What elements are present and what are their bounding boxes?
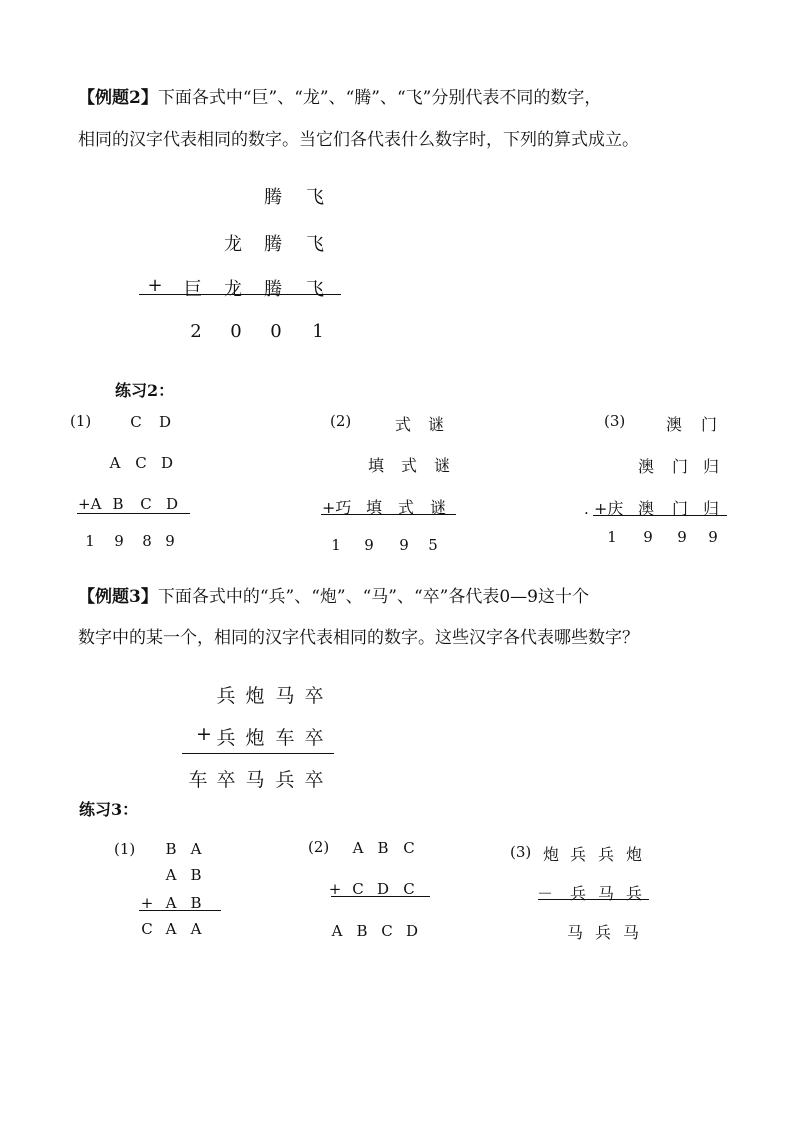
letter: C: [381, 922, 393, 940]
puzzle-char: 兵: [216, 685, 236, 707]
letter: B: [165, 840, 177, 858]
example3-sum-line: [182, 753, 334, 754]
practice2-3-label: (3): [604, 412, 626, 430]
letter: D: [160, 454, 174, 472]
result-digit: 9: [114, 532, 124, 550]
result-digit: 9: [399, 536, 409, 554]
letter: C: [140, 495, 152, 513]
puzzle-char: +庆: [594, 499, 624, 518]
letter: D: [158, 413, 172, 431]
puzzle-char: 式: [394, 415, 411, 434]
result-digit: 9: [677, 528, 687, 546]
example2-text-1: 下面各式中“巨”、“龙”、“腾”、“飞”分别代表不同的数字，: [157, 88, 602, 108]
minus-sign: －: [536, 884, 553, 903]
result-digit: 5: [428, 536, 438, 554]
plus-sign: +: [147, 275, 163, 296]
plus-sign: +: [328, 880, 342, 898]
practice2-title: 练习2：: [115, 381, 175, 400]
letter: B: [377, 839, 389, 857]
letter: A: [165, 894, 177, 912]
puzzle-char: 马: [566, 923, 583, 942]
example3-text-1: 下面各式中的“兵”、“炮”、“马”、“卒”各代表0—9这十个: [157, 587, 590, 607]
digit-char: 飞: [306, 279, 324, 300]
letter: C: [135, 454, 147, 472]
puzzle-char: 兵: [569, 845, 586, 864]
puzzle-char: 马: [622, 923, 639, 942]
practice2-1-line: [77, 513, 190, 514]
example3-heading: 【例题3】: [78, 587, 158, 607]
result-char: 卒: [216, 769, 236, 791]
result-digit: 9: [708, 528, 718, 546]
letter: A: [109, 454, 121, 472]
letter: +A: [78, 495, 102, 513]
letter: C: [352, 880, 364, 898]
puzzle-char: 填: [365, 498, 382, 517]
puzzle-char: 门: [700, 415, 717, 434]
letter: C: [130, 413, 142, 431]
letter: C: [141, 920, 153, 938]
letter: A: [165, 866, 177, 884]
puzzle-char: 门: [671, 499, 688, 518]
puzzle-char: 式: [400, 456, 417, 475]
result-digit: 1: [85, 532, 95, 550]
puzzle-char: 炮: [542, 845, 559, 864]
puzzle-char: 卒: [304, 727, 324, 749]
result-digit: 0: [230, 321, 242, 342]
letter: A: [331, 922, 343, 940]
practice3-title: 练习3：: [79, 800, 139, 819]
puzzle-char: 澳: [665, 415, 682, 434]
result-char: 卒: [304, 769, 324, 791]
puzzle-char: +巧: [322, 498, 352, 517]
plus-sign: +: [196, 723, 212, 745]
result-digit: 0: [270, 321, 282, 342]
puzzle-char: 炮: [625, 845, 642, 864]
digit-char: 巨: [184, 279, 202, 300]
letter: C: [403, 880, 415, 898]
practice3-1-line: [139, 910, 221, 911]
puzzle-char: 兵: [569, 884, 586, 903]
puzzle-char: 马: [275, 685, 295, 707]
letter: A: [190, 920, 202, 938]
result-char: 车: [188, 769, 208, 791]
practice2-1-label: (1): [70, 412, 92, 430]
stray-dot: .: [584, 500, 589, 518]
example3-line1: [78, 587, 589, 607]
letter: B: [190, 866, 202, 884]
example3-line2: 数字中的某一个，相同的汉字代表相同的数字。这些汉字各代表哪些数字？: [78, 628, 639, 648]
puzzle-char: 兵: [625, 884, 642, 903]
result-digit: 8: [142, 532, 152, 550]
puzzle-char: 谜: [427, 415, 444, 434]
practice2-2-line: [321, 514, 456, 515]
digit-char: 腾: [264, 234, 282, 255]
digit-char: 腾: [264, 279, 282, 300]
practice2-2-label: (2): [330, 412, 352, 430]
digit-char: 飞: [306, 187, 324, 208]
practice3-3-label: (3): [510, 843, 532, 861]
result-digit: 1: [331, 536, 341, 554]
example2-line2: 相同的汉字代表相同的数字。当它们各代表什么数字时，下列的算式成立。: [78, 130, 639, 150]
result-digit: 1: [607, 528, 617, 546]
puzzle-char: 马: [597, 884, 614, 903]
puzzle-char: 归: [702, 457, 719, 476]
result-digit: 1: [312, 321, 324, 342]
puzzle-char: 澳: [637, 457, 654, 476]
puzzle-char: 澳: [637, 499, 654, 518]
result-digit: 9: [364, 536, 374, 554]
practice3-3-line: [538, 899, 649, 900]
plus-sign: +: [140, 894, 154, 912]
result-digit: 9: [643, 528, 653, 546]
puzzle-char: 兵: [597, 845, 614, 864]
letter: B: [112, 495, 124, 513]
letter: B: [356, 922, 368, 940]
puzzle-char: 式: [397, 498, 414, 517]
practice2-3-line: [593, 515, 727, 516]
letter: A: [190, 840, 202, 858]
puzzle-char: 谜: [433, 456, 450, 475]
puzzle-char: 填: [367, 456, 384, 475]
puzzle-char: 车: [275, 727, 295, 749]
practice3-2-line: [331, 896, 430, 897]
digit-char: 飞: [306, 234, 324, 255]
puzzle-char: 门: [671, 457, 688, 476]
puzzle-char: 卒: [304, 685, 324, 707]
result-char: 马: [245, 769, 265, 791]
digit-char: 龙: [224, 279, 242, 300]
result-char: 兵: [275, 769, 295, 791]
example2-line1: [78, 88, 601, 108]
example2-heading: 【例题2】: [78, 88, 158, 108]
result-digit: 9: [165, 532, 175, 550]
digit-char: 腾: [264, 187, 282, 208]
puzzle-char: 炮: [245, 727, 265, 749]
example2-sum-line: [139, 294, 341, 295]
result-digit: 2: [190, 321, 202, 342]
practice3-2-label: (2): [308, 838, 330, 856]
puzzle-char: 谜: [429, 498, 446, 517]
letter: A: [352, 839, 364, 857]
letter: B: [190, 894, 202, 912]
letter: D: [405, 922, 419, 940]
letter: D: [165, 495, 179, 513]
digit-char: 龙: [224, 234, 242, 255]
puzzle-char: 兵: [216, 727, 236, 749]
letter: A: [165, 920, 177, 938]
letter: C: [403, 839, 415, 857]
puzzle-char: 归: [702, 499, 719, 518]
puzzle-char: 兵: [594, 923, 611, 942]
puzzle-char: 炮: [245, 685, 265, 707]
letter: D: [376, 880, 390, 898]
practice3-1-label: (1): [114, 840, 136, 858]
